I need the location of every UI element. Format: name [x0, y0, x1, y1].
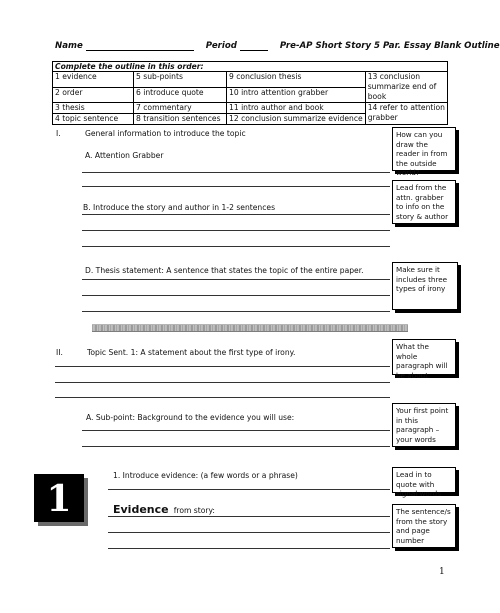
note-box [392, 127, 456, 178]
answer-line[interactable] [82, 311, 390, 312]
table-cell: 2 order [53, 87, 134, 103]
note-box [392, 467, 456, 499]
period-label: Period [205, 41, 237, 51]
note-box [392, 504, 456, 548]
attention-grabber-label: A. Attention Grabber [85, 151, 164, 160]
answer-line[interactable] [108, 548, 390, 549]
table-cell: 9 conclusion thesis [227, 72, 366, 88]
answer-line[interactable] [82, 186, 390, 187]
table-cell: 5 sub-points [134, 72, 227, 88]
section-2-numeral: II. [56, 348, 63, 357]
note-text: Your first point in this paragraph – your words [396, 406, 449, 444]
answer-line[interactable] [82, 214, 390, 215]
table-cell: 1 evidence [53, 72, 134, 88]
period-blank[interactable] [240, 41, 268, 51]
note-box [392, 339, 456, 380]
answer-line[interactable] [55, 397, 390, 398]
header-line [55, 41, 500, 51]
name-blank[interactable] [86, 41, 194, 51]
table-cell: 14 refer to attention grabber [365, 103, 447, 125]
outline-order-table [52, 61, 448, 125]
answer-line[interactable] [82, 430, 390, 431]
note-text: What the whole paragraph will be about [396, 342, 448, 380]
section-2-heading: Topic Sent. 1: A statement about the first type of irony. [87, 348, 296, 357]
page-number: 1 [439, 567, 445, 577]
table-cell: 11 intro author and book [227, 103, 366, 114]
document-title: Pre-AP Short Story 5 Par. Essay Blank Outline [279, 41, 500, 51]
table-cell: 3 thesis [53, 103, 134, 114]
note-text: How can you draw the reader in from the outside world? [396, 130, 448, 178]
answer-line[interactable] [82, 446, 390, 447]
introduce-story-label: B. Introduce the story and author in 1-2 sentences [83, 203, 276, 212]
answer-line[interactable] [55, 382, 390, 383]
section-number-block: 1 [34, 474, 84, 522]
table-cell: 13 conclusion summarize end of book [365, 72, 447, 103]
table-cell: 10 intro attention grabber [227, 87, 366, 103]
evidence-from-story: from story: [173, 506, 215, 515]
note-text: Lead from the attn. grabber to info on the story & author [396, 183, 449, 221]
introduce-evidence-label: 1. Introduce evidence: (a few words or a phrase) [113, 471, 298, 480]
answer-line[interactable] [82, 172, 390, 173]
section-1-numeral: I. [56, 129, 61, 138]
section-divider [92, 324, 408, 332]
answer-line[interactable] [82, 279, 390, 280]
note-box [392, 262, 458, 310]
note-text: The sentence/s from the story and page number [396, 507, 451, 545]
table-cell: 6 introduce quote [134, 87, 227, 103]
answer-line[interactable] [55, 366, 390, 367]
table-cell: 7 commentary [134, 103, 227, 114]
note-text: Lead in to quote with signal words [396, 470, 441, 499]
answer-line[interactable] [82, 295, 390, 296]
table-cell: 12 conclusion summarize evidence [227, 114, 366, 125]
evidence-word: Evidence [113, 503, 169, 516]
table-cell: 8 transition sentences [134, 114, 227, 125]
table-cell: 4 topic sentence [53, 114, 134, 125]
answer-line[interactable] [108, 489, 390, 490]
answer-line[interactable] [82, 230, 390, 231]
answer-line[interactable] [82, 246, 390, 247]
name-label: Name [55, 41, 83, 51]
section-1-heading: General information to introduce the topic [85, 129, 246, 138]
evidence-label [113, 498, 215, 517]
note-box [392, 180, 456, 224]
note-box [392, 403, 456, 447]
answer-line[interactable] [108, 532, 390, 533]
table-caption: Complete the outline in this order: [53, 62, 448, 72]
answer-line[interactable] [108, 516, 390, 517]
thesis-statement-label: D. Thesis statement: A sentence that states the topic of the entire paper. [85, 266, 364, 275]
note-text: Make sure it includes three types of irony [396, 265, 448, 294]
sub-point-label: A. Sub-point: Background to the evidence you will use: [86, 413, 295, 422]
